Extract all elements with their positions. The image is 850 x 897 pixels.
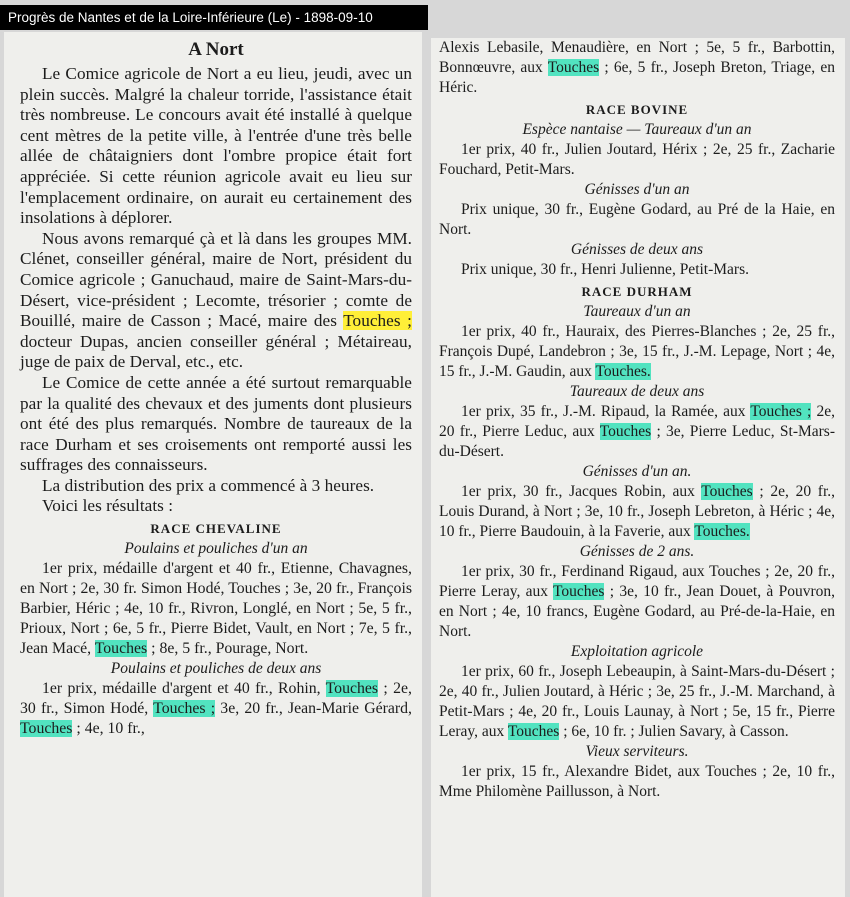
paragraph xyxy=(439,662,835,742)
subheading: Génisses d'un an. xyxy=(582,463,692,480)
subheading: Génisses d'un an xyxy=(584,181,690,198)
paragraph: Prix unique, 30 fr., Henri Julienne, Petit-Mars. xyxy=(461,261,749,278)
paragraph xyxy=(439,562,835,642)
text: ; 4e, 10 fr., xyxy=(76,720,145,738)
article-heading: A Nort xyxy=(188,39,244,60)
highlight-touches[interactable]: Touches xyxy=(20,720,73,738)
paragraph: 1er prix, 40 fr., Julien Joutard, Hérix ; 2e, 25 fr., Zacharie Fouchard, Petit-Mars. xyxy=(439,141,835,178)
section-heading: RACE DURHAM xyxy=(581,284,693,299)
text: 1er prix, médaille d'argent et 40 fr., Etienne, Chavagnes, en Nort ; 2e, 30 fr. Simon Hodé, Touches ; 3e, 20 fr., François Barbier, Héric ; 4e, 10 fr., Rivron, Longlé, en Nort ; 5e, 5 fr., Prioux, Nort ; 6e, 5 fr., Pierre Bidet, Vault, en Nort ; 7e, 5 fr., Jean Macé, xyxy=(20,560,412,658)
text: 1er prix, 60 fr., Joseph Lebeaupin, à Saint-Mars-du-Désert ; 2e, 40 fr., Julien Joutard, à Héric ; 3e, 25 fr., J.-M. Marchand, à Petit-Mars ; 4e, 20 fr., Louis Launay, à Nort ; 5e, 15 fr., Pierre Leray, aux xyxy=(439,663,835,740)
highlight-touches[interactable]: Touches xyxy=(94,640,148,658)
text: ; 2e, 20 fr., Louis Durand, à Nort ; 3e, 10 fr., Joseph Lebreton, à Héric ; 4e, 10 fr., Pierre Baudouin, à la Faverie, aux xyxy=(439,483,836,540)
highlight-touches[interactable]: Touches ; xyxy=(750,403,812,420)
text: docteur Dupas, ancien conseiller général ; Métaireau, juge de paix de Derval, etc., etc. xyxy=(20,331,412,372)
highlight-touches[interactable]: Touches xyxy=(325,680,379,698)
section-heading: RACE BOVINE xyxy=(585,102,689,117)
text: ; 6e, 5 fr., Joseph Breton, Triage, en Héric. xyxy=(439,59,836,96)
text: Alexis Lebasile, Menaudière, en Nort ; 5e, 5 fr., Barbottin, Bonnœuvre, aux xyxy=(439,39,835,76)
text: 1er prix, 30 fr., Ferdinand Rigaud, aux Touches ; 2e, 20 fr., Pierre Leray, aux xyxy=(439,563,835,600)
text: ; 6e, 10 fr. ; Julien Savary, à Casson. xyxy=(563,723,789,740)
paragraph: Le Comice de cette année a été surtout remarquable par la qualité des chevaux et des juments dont plusieurs ont été des plus remarqués. Nombre de taureaux de la race Durham et ses croisements ont remporté aussi les suffrages des connaisseurs. xyxy=(20,372,412,475)
paragraph xyxy=(20,229,412,373)
paragraph: Voici les résultats : xyxy=(42,496,174,516)
paragraph xyxy=(439,322,835,382)
subheading: Exploitation agricole xyxy=(570,643,704,660)
highlight-touches[interactable]: Touches ; xyxy=(153,700,216,718)
text: 1er prix, médaille d'argent et 40 fr., Rohin, xyxy=(42,680,321,698)
subheading: Poulains et pouliches d'un an xyxy=(124,540,308,558)
subheading: Vieux serviteurs. xyxy=(585,743,689,760)
text: ; 3e, 10 fr., Jean Douet, à Pouvron, en Nort ; 4e, 10 francs, Eugène Godard, au Pré-de-la-Haie, en Nort. xyxy=(439,583,835,640)
subheading: Poulains et pouliches de deux ans xyxy=(110,660,322,678)
highlight-touches[interactable]: Touches xyxy=(547,59,600,76)
highlight-touches[interactable]: Touches xyxy=(553,583,605,600)
highlight-touches[interactable]: Touches. xyxy=(595,363,651,380)
subheading: Taureaux d'un an xyxy=(583,303,691,320)
paragraph xyxy=(439,482,835,542)
paragraph: La distribution des prix a commencé à 3 heures. xyxy=(42,475,375,495)
subheading: Taureaux de deux ans xyxy=(569,383,705,400)
highlight-touches[interactable]: Touches ; xyxy=(343,311,412,331)
text: Nous avons remarqué çà et là dans les groupes MM. Clénet, conseiller général, maire de Nort, président du Comice agricole ; Ganuchaud, maire de Saint-Mars-du-Désert, vice-président ; Lecomte, trésorier ; comte de Bouillé, maire de Casson ; Macé, maire des xyxy=(20,228,412,331)
left-column xyxy=(4,32,422,897)
text: 3e, 20 fr., Jean-Marie Gérard, xyxy=(220,700,413,718)
right-column xyxy=(431,38,845,897)
highlight-touches[interactable]: Touches. xyxy=(694,523,750,540)
paragraph: 1er prix, 15 fr., Alexandre Bidet, aux Touches ; 2e, 10 fr., Mme Philomène Paillusson, à Nort. xyxy=(439,763,835,800)
paragraph: Le Comice agricole de Nort a eu lieu, jeudi, avec un plein succès. Malgré la chaleur torride, l'assistance était très nombreuse. Le concours avait été installé à quelque cent mètres de la petite ville, à l'entrée d'une très belle allée de châtaigniers dont l'ombre propice était fort appréciée. Si cette réunion agricole avait eu lieu sur l'emplacement ordinaire, on aurait eu certainement des insolations à déplorer. xyxy=(20,64,412,228)
paragraph xyxy=(20,559,412,659)
paragraph xyxy=(439,38,835,98)
text: ; 2e, 30 fr., Simon Hodé, xyxy=(20,680,412,718)
highlight-touches[interactable]: Touches xyxy=(599,423,652,440)
highlight-touches[interactable]: Touches xyxy=(507,723,560,740)
highlight-touches[interactable]: Touches xyxy=(701,483,753,500)
subheading: Génisses de 2 ans. xyxy=(579,543,695,560)
paragraph xyxy=(439,402,835,462)
text: 1er prix, 30 fr., Jacques Robin, aux xyxy=(461,483,695,500)
paragraph xyxy=(20,679,412,739)
text: ; 3e, Pierre Leduc, St-Mars-du-Désert. xyxy=(439,423,835,460)
document-title: Progrès de Nantes et de la Loire-Inférieure (Le) - 1898-09-10 xyxy=(0,5,428,30)
text: 1er prix, 35 fr., J.-M. Ripaud, la Ramée, aux xyxy=(461,403,746,420)
text: ; 8e, 5 fr., Pourage, Nort. xyxy=(151,640,309,658)
subheading: Espèce nantaise — Taureaux d'un an xyxy=(522,121,752,138)
paragraph: Prix unique, 30 fr., Eugène Godard, au Pré de la Haie, en Nort. xyxy=(439,201,835,238)
text: 2e, 20 fr., Pierre Leduc, aux xyxy=(439,403,836,440)
subheading: Génisses de deux ans xyxy=(570,241,704,258)
text: 1er prix, 40 fr., Hauraix, des Pierres-Blanches ; 2e, 25 fr., François Dupé, Landebron ; 3e, 15 fr., J.-M. Lepage, Nort ; 4e, 15 fr., J.-M. Gaudin, aux xyxy=(439,323,835,380)
section-heading: RACE CHEVALINE xyxy=(150,521,282,537)
